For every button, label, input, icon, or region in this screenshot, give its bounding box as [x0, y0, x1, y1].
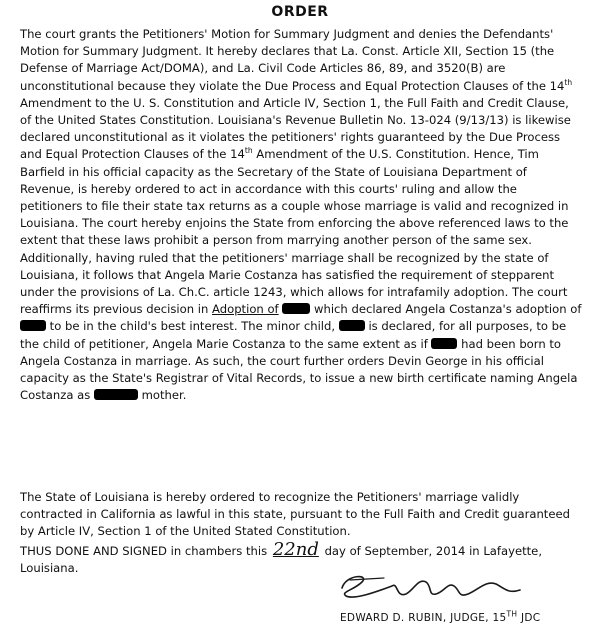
text-segment: The court grants the Petitioners' Motion for Summary Judgment and denies the Defendants' Motion for Summary Judgment. It hereby declares that La. Const. Article XII, Section 15 (the Defense of Marriage Act/DOMA), and La. Civil Code Articles 86, 89, and 3520(B) are unconstitutional because they violate the Due Process and Equal Protection Clauses of the 14	[20, 27, 565, 93]
order-paragraph-main	[20, 26, 582, 404]
judge-name: EDWARD D. RUBIN, JUDGE, 15	[340, 612, 507, 624]
redaction-mark	[94, 389, 138, 400]
case-reference: Adoption of	[212, 302, 279, 317]
text-segment: mother.	[137, 388, 187, 403]
ordinal-suffix: th	[564, 77, 573, 87]
ordinal-suffix: th	[244, 146, 253, 156]
judge-signature	[336, 568, 526, 604]
text-segment: Amendment of the U.S. Constitution. Hence, Tim Barfield in his official capacity as the Secretary of the State of Louisiana Department of Revenue, is hereby ordered to act in accordance with this courts' ruling and allow the petitioners to file their state tax returns as a couple whose marriage is valid and recognized in Louisiana. The court hereby enjoins the State from enforcing the above referenced laws to the extent that these laws prohibit a person from marrying another person of the same sex. Additionally, having ruled that the petitioners' marriage shall be recognized by the state of Louisiana, it follows that Angela Marie Costanza has satisfied the requirement of stepparent under the provisions of La. Ch.C. article 1243, which allows for intrafamily adoption. The court reaffirms its previous decision in	[20, 147, 569, 317]
redaction-mark	[339, 320, 365, 331]
order-paragraph-recognition: The State of Louisiana is hereby ordered to recognize the Petitioners' marriage validly contracted in California as lawful in this state, pursuant to the Full Faith and Credit guaranteed by Article IV, Section 1 of the United Stated Constitution.	[20, 490, 570, 539]
text-segment: THUS DONE AND SIGNED in chambers this	[20, 544, 271, 558]
text-segment: which declared Angela Costanza's adoption of	[310, 302, 582, 317]
text-segment: Amendment to the U. S. Constitution and Article IV, Section 1, the Full Faith and Credit Clause, of the United States Constitution. Louisiana's Revenue Bulletin No. 13-024 (9/13/13) is likewise declared unconstitutional as it violates the petitioners' rights guaranteed by the Due Process and Equal Protection Clauses of the 14	[20, 95, 571, 162]
judge-court: JDC	[517, 612, 541, 624]
text-segment: is declared, for all purposes, to be the child of petitioner, Angela Marie Costanza to the same extent as if	[20, 319, 567, 351]
signing-clause: THUS DONE AND SIGNED in chambers this 22nd day of September, 2014 in Lafayette, Louisiana.	[20, 539, 542, 576]
redaction-mark	[431, 338, 457, 349]
text-segment: day of September, 2014 in Lafayette, Louisiana.	[20, 544, 542, 576]
ordinal-suffix: TH	[506, 609, 518, 619]
redaction-mark	[282, 303, 310, 314]
redaction-mark	[20, 320, 46, 331]
order-title: ORDER	[271, 4, 329, 20]
judge-name-line	[340, 609, 541, 624]
text-segment: had been born to Angela Costanza in marriage. As such, the court further orders Devin George in his official capacity as the State's Registrar of Vital Records, to issue a new birth certificate naming Angela Costanza as	[20, 336, 578, 403]
text-segment: to be in the child's best interest. The minor child,	[46, 319, 339, 334]
